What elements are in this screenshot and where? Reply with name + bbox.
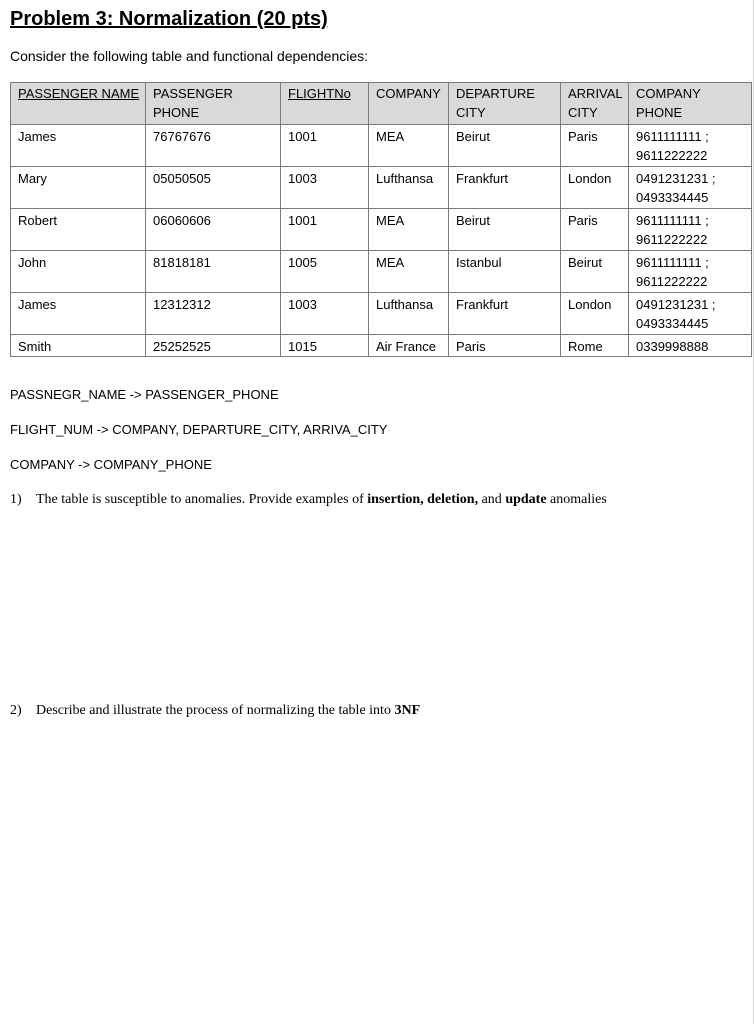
table-row (11, 293, 752, 335)
cell-departure-city: Paris (449, 335, 561, 357)
header-company-phone: COMPANY PHONE (629, 83, 752, 125)
cell-company: MEA (369, 251, 449, 293)
cell-company-phone: 0339998888 (629, 335, 752, 357)
dependency-passenger: PASSNEGR_NAME -> PASSENGER_PHONE (10, 387, 279, 402)
cell-flight-no: 1001 (281, 209, 369, 251)
cell-company-phone: 9611111111 ; 9611222222 (629, 125, 752, 167)
header-passenger-phone: PASSENGER PHONE (146, 83, 281, 125)
cell-flight-no: 1001 (281, 125, 369, 167)
cell-flight-no: 1003 (281, 293, 369, 335)
cell-departure-city: Beirut (449, 125, 561, 167)
table-row (11, 335, 752, 357)
header-passenger-name: PASSENGER NAME (11, 83, 146, 125)
table-row (11, 125, 752, 167)
header-arrival-city: ARRIVAL CITY (561, 83, 629, 125)
cell-arrival-city: London (561, 293, 629, 335)
cell-passenger-phone: 76767676 (146, 125, 281, 167)
cell-company-phone: 0491231231 ; 0493334445 (629, 293, 752, 335)
cell-arrival-city: London (561, 167, 629, 209)
cell-company: Lufthansa (369, 167, 449, 209)
cell-arrival-city: Paris (561, 209, 629, 251)
cell-company: MEA (369, 125, 449, 167)
cell-company-phone: 0491231231 ; 0493334445 (629, 167, 752, 209)
cell-passenger-phone: 06060606 (146, 209, 281, 251)
cell-passenger-name: John (11, 251, 146, 293)
cell-arrival-city: Paris (561, 125, 629, 167)
cell-passenger-phone: 81818181 (146, 251, 281, 293)
cell-company-phone: 9611111111 ; 9611222222 (629, 251, 752, 293)
dependency-flight: FLIGHT_NUM -> COMPANY, DEPARTURE_CITY, ARRIVA_CITY (10, 422, 388, 437)
table-row (11, 209, 752, 251)
cell-departure-city: Frankfurt (449, 293, 561, 335)
header-company: COMPANY (369, 83, 449, 125)
table-header-row (11, 83, 752, 125)
passenger-flight-table (10, 82, 752, 357)
cell-arrival-city: Beirut (561, 251, 629, 293)
cell-departure-city: Istanbul (449, 251, 561, 293)
cell-flight-no: 1003 (281, 167, 369, 209)
question-2-number: 2) (10, 703, 22, 718)
cell-company-phone: 9611111111 ; 9611222222 (629, 209, 752, 251)
cell-company: Air France (369, 335, 449, 357)
header-flight-no: FLIGHTNo (281, 83, 369, 125)
header-departure-city: DEPARTURE CITY (449, 83, 561, 125)
question-1: 1) The table is susceptible to anomalies. Provide examples of insertion, deletion, and update anomalies (10, 492, 607, 507)
cell-passenger-name: Smith (11, 335, 146, 357)
cell-passenger-name: Robert (11, 209, 146, 251)
table-row (11, 251, 752, 293)
cell-passenger-phone: 25252525 (146, 335, 281, 357)
cell-passenger-name: James (11, 293, 146, 335)
question-2: 2) Describe and illustrate the process of normalizing the table into 3NF (10, 703, 421, 718)
question-1-number: 1) (10, 492, 22, 507)
cell-departure-city: Beirut (449, 209, 561, 251)
cell-passenger-phone: 12312312 (146, 293, 281, 335)
problem-title: Problem 3: Normalization (20 pts) (10, 8, 328, 30)
cell-company: MEA (369, 209, 449, 251)
cell-passenger-name: Mary (11, 167, 146, 209)
cell-arrival-city: Rome (561, 335, 629, 357)
cell-flight-no: 1015 (281, 335, 369, 357)
cell-departure-city: Frankfurt (449, 167, 561, 209)
intro-text: Consider the following table and functional dependencies: (10, 48, 369, 64)
cell-flight-no: 1005 (281, 251, 369, 293)
cell-company: Lufthansa (369, 293, 449, 335)
cell-passenger-phone: 05050505 (146, 167, 281, 209)
table-row (11, 167, 752, 209)
dependency-company: COMPANY -> COMPANY_PHONE (10, 457, 212, 472)
cell-passenger-name: James (11, 125, 146, 167)
